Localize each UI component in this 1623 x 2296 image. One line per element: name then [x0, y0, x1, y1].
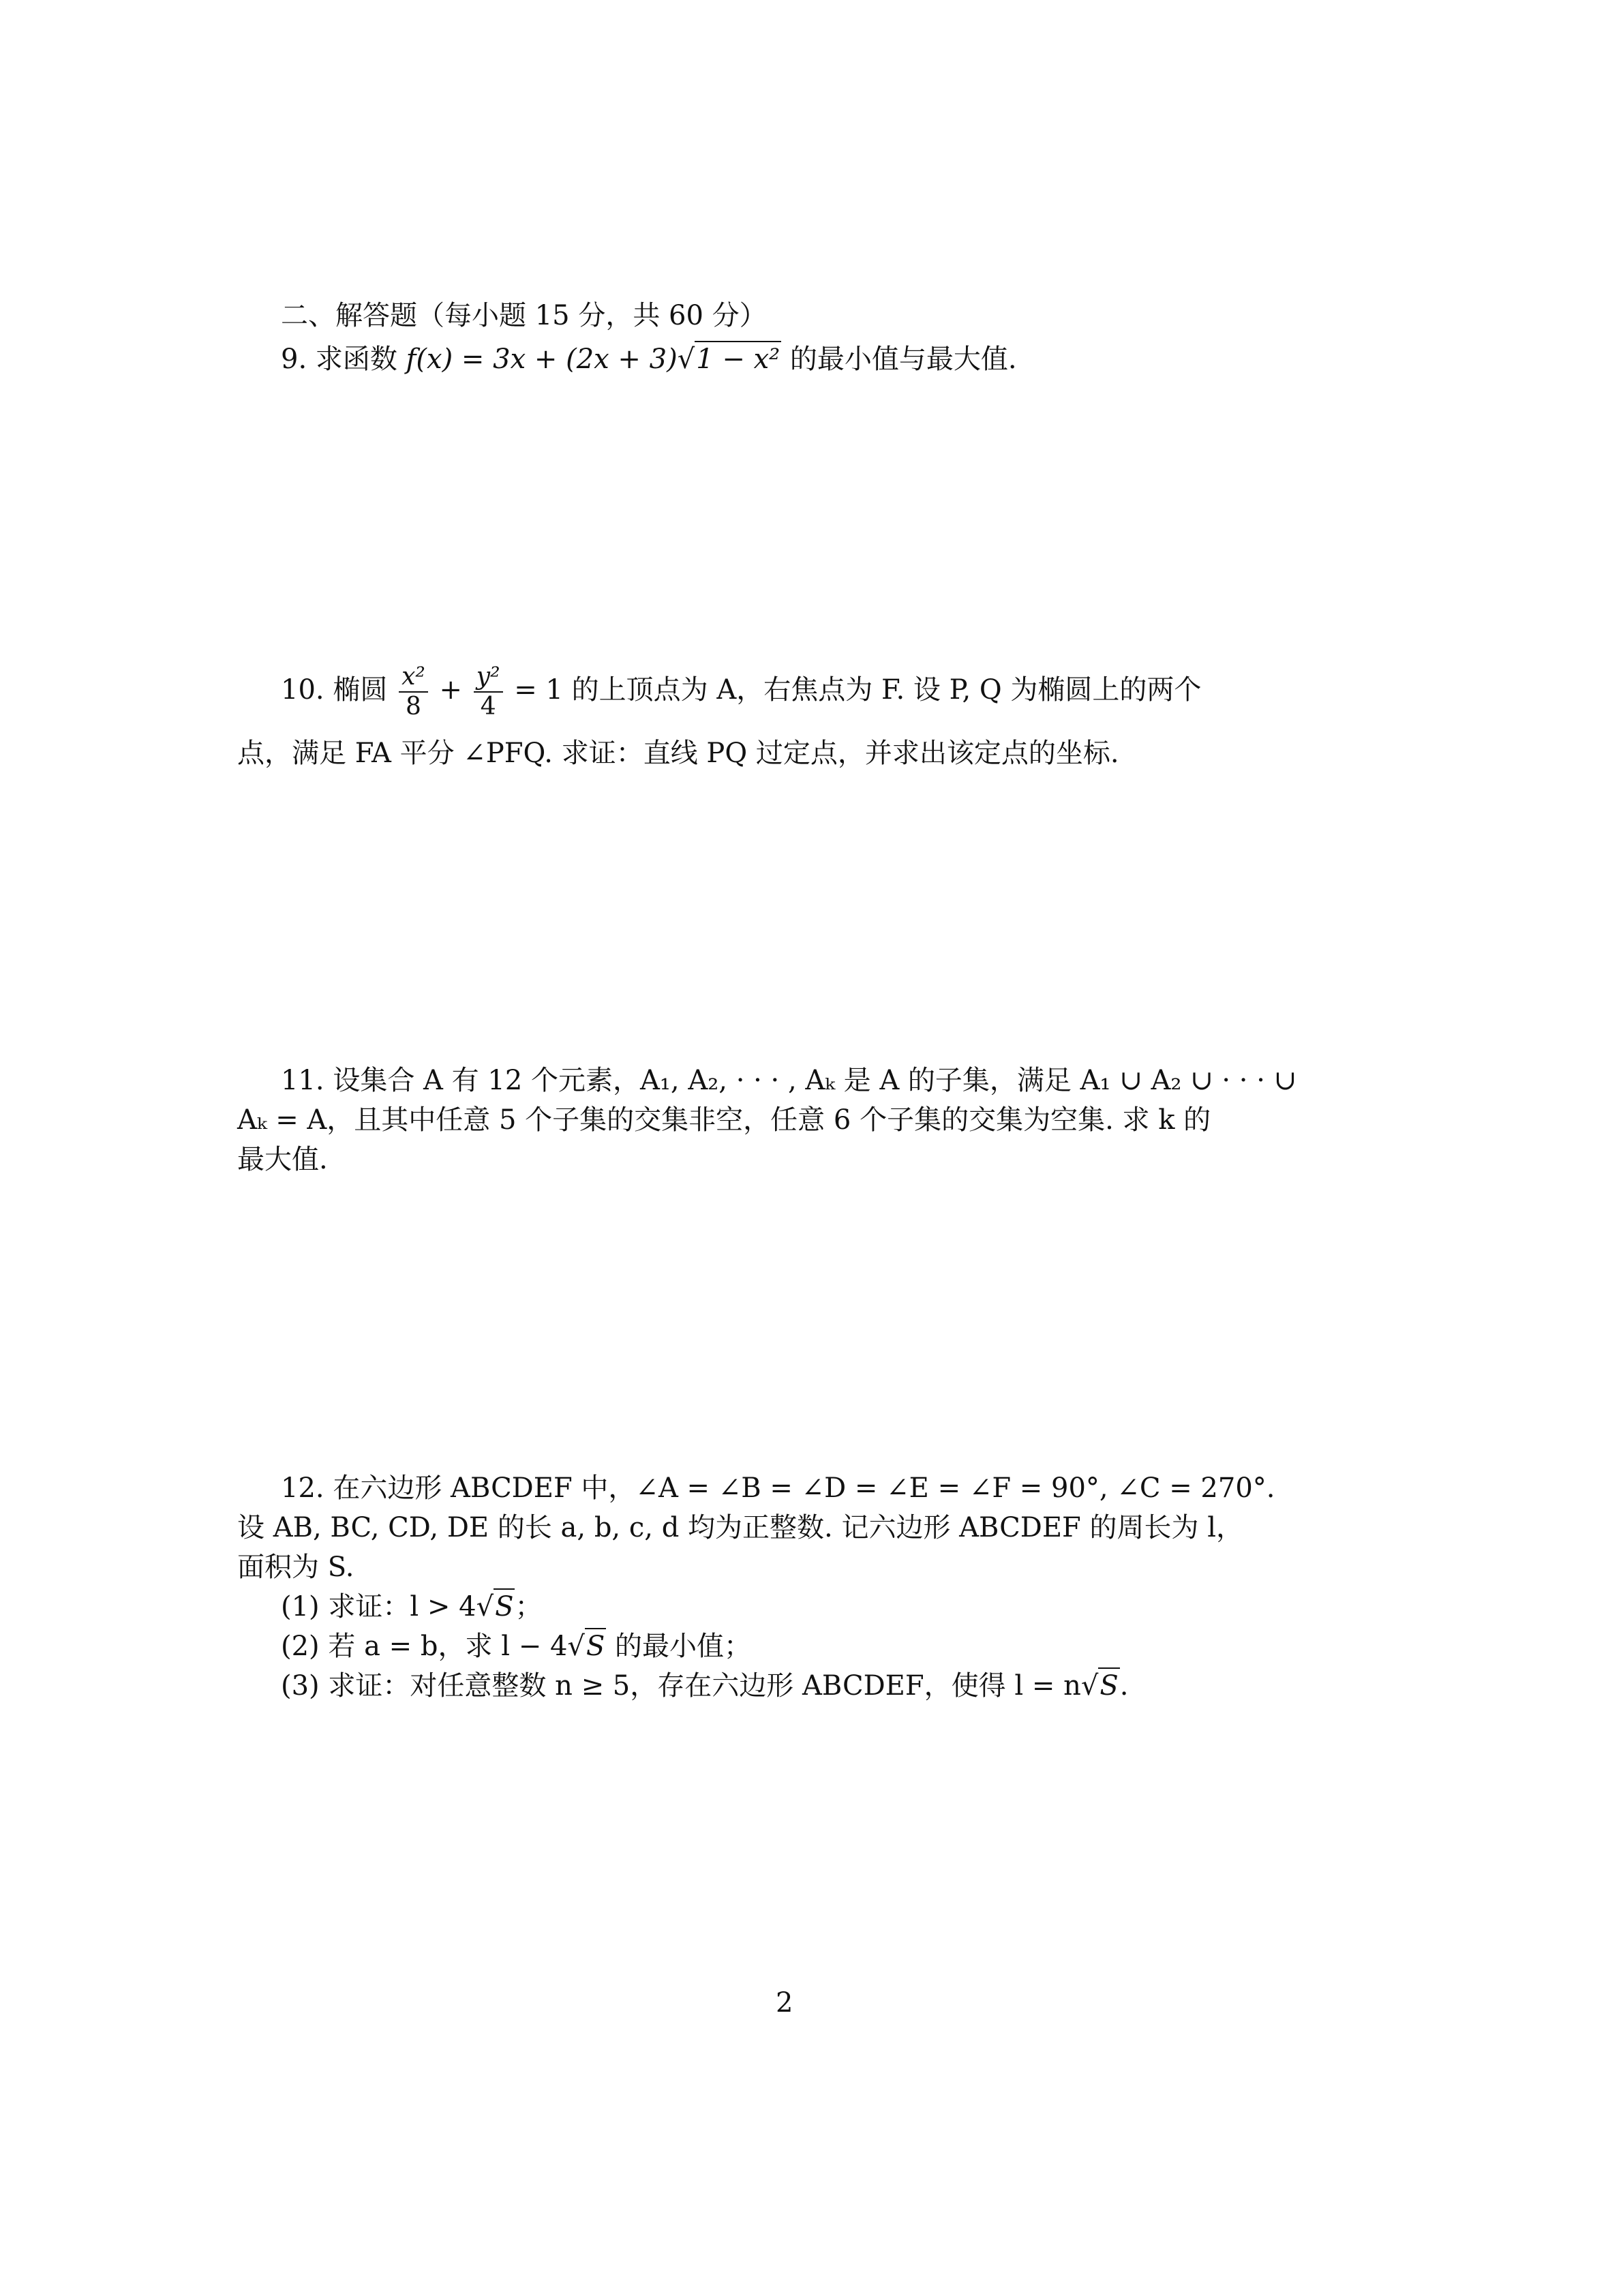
fraction-y2-over-4: $\frac{\text{y²}}{4}$ — [474, 665, 503, 719]
problem-12-number: 12. — [281, 1472, 324, 1504]
problem-9-radicand: 1 − x² — [695, 341, 781, 375]
sqrt-symbol: √S — [1081, 1672, 1120, 1700]
problem-12-line-3: 面积为 S. — [237, 1552, 354, 1583]
sqrt-symbol: √S — [567, 1633, 606, 1660]
problem-10-line-2: 点，满足 FA 平分 ∠PFQ. 求证：直线 PQ 过定点，并求出该定点的坐标. — [237, 738, 1119, 769]
equals-one: = 1 — [514, 674, 563, 706]
page-number: 2 — [776, 1987, 793, 2019]
part-suffix: 的最小值； — [606, 1631, 752, 1662]
fraction-x2-over-8: $\frac{\text{x²}}{8}$ — [399, 665, 428, 719]
problem-12-part-3 — [281, 1672, 1128, 1700]
problem-12-line-1 — [281, 1472, 1275, 1504]
problem-12-line-2: 设 AB, BC, CD, DE 的长 a, b, c, d 均为正整数. 记六边形 ABCDEF 的周长为 l， — [237, 1512, 1244, 1543]
problem-11-line-3: 最大值. — [237, 1144, 328, 1175]
problem-11-line-1 — [281, 1067, 1296, 1094]
part-text: 若 a = b，求 l − 4 — [328, 1631, 568, 1662]
problem-11-number: 11. — [281, 1065, 324, 1096]
part-label: (3) — [281, 1670, 320, 1702]
problem-10-number: 10. — [281, 674, 324, 706]
problem-10-line-1 — [281, 665, 1201, 719]
problem-11-text-1: 设集合 A 有 12 个元素，A₁, A₂, · · · , Aₖ 是 A 的子集，满足 A₁ ∪ A₂ ∪ · · · ∪ — [333, 1065, 1297, 1096]
problem-9-prefix: 求函数 — [315, 344, 397, 375]
problem-10-prefix: 椭圆 — [333, 674, 388, 706]
problem-12-text-1: 在六边形 ABCDEF 中，∠A = ∠B = ∠D = ∠E = ∠F = 90°, ∠C = 270°. — [333, 1472, 1275, 1504]
part-suffix: ； — [515, 1591, 543, 1622]
problem-9-number: 9. — [281, 344, 307, 375]
problem-9 — [281, 346, 1017, 373]
problem-12-part-1 — [281, 1593, 542, 1620]
part-label: (2) — [281, 1631, 320, 1662]
sqrt-symbol: √S — [476, 1593, 515, 1620]
section-heading: 二、解答题（每小题 15 分，共 60 分） — [281, 300, 767, 331]
problem-9-suffix: 的最小值与最大值. — [789, 344, 1017, 375]
part-label: (1) — [281, 1591, 320, 1622]
problem-10-line-1-rest: 的上顶点为 A，右焦点为 F. 设 P, Q 为椭圆上的两个 — [571, 674, 1202, 706]
problem-9-formula: f(x) = 3x + (2x + 3) — [406, 344, 678, 375]
part-text: 求证：l > 4 — [328, 1591, 476, 1622]
problem-9-sqrt: √1 − x² — [678, 346, 782, 373]
plus-sign: + — [439, 674, 463, 706]
problem-12-part-2 — [281, 1633, 751, 1660]
part-suffix: . — [1119, 1670, 1129, 1702]
problem-11-line-2: Aₖ = A，且其中任意 5 个子集的交集非空，任意 6 个子集的交集为空集. 求 k 的 — [237, 1104, 1211, 1136]
part-text: 求证：对任意整数 n ≥ 5，存在六边形 ABCDEF，使得 l = n — [328, 1670, 1081, 1702]
